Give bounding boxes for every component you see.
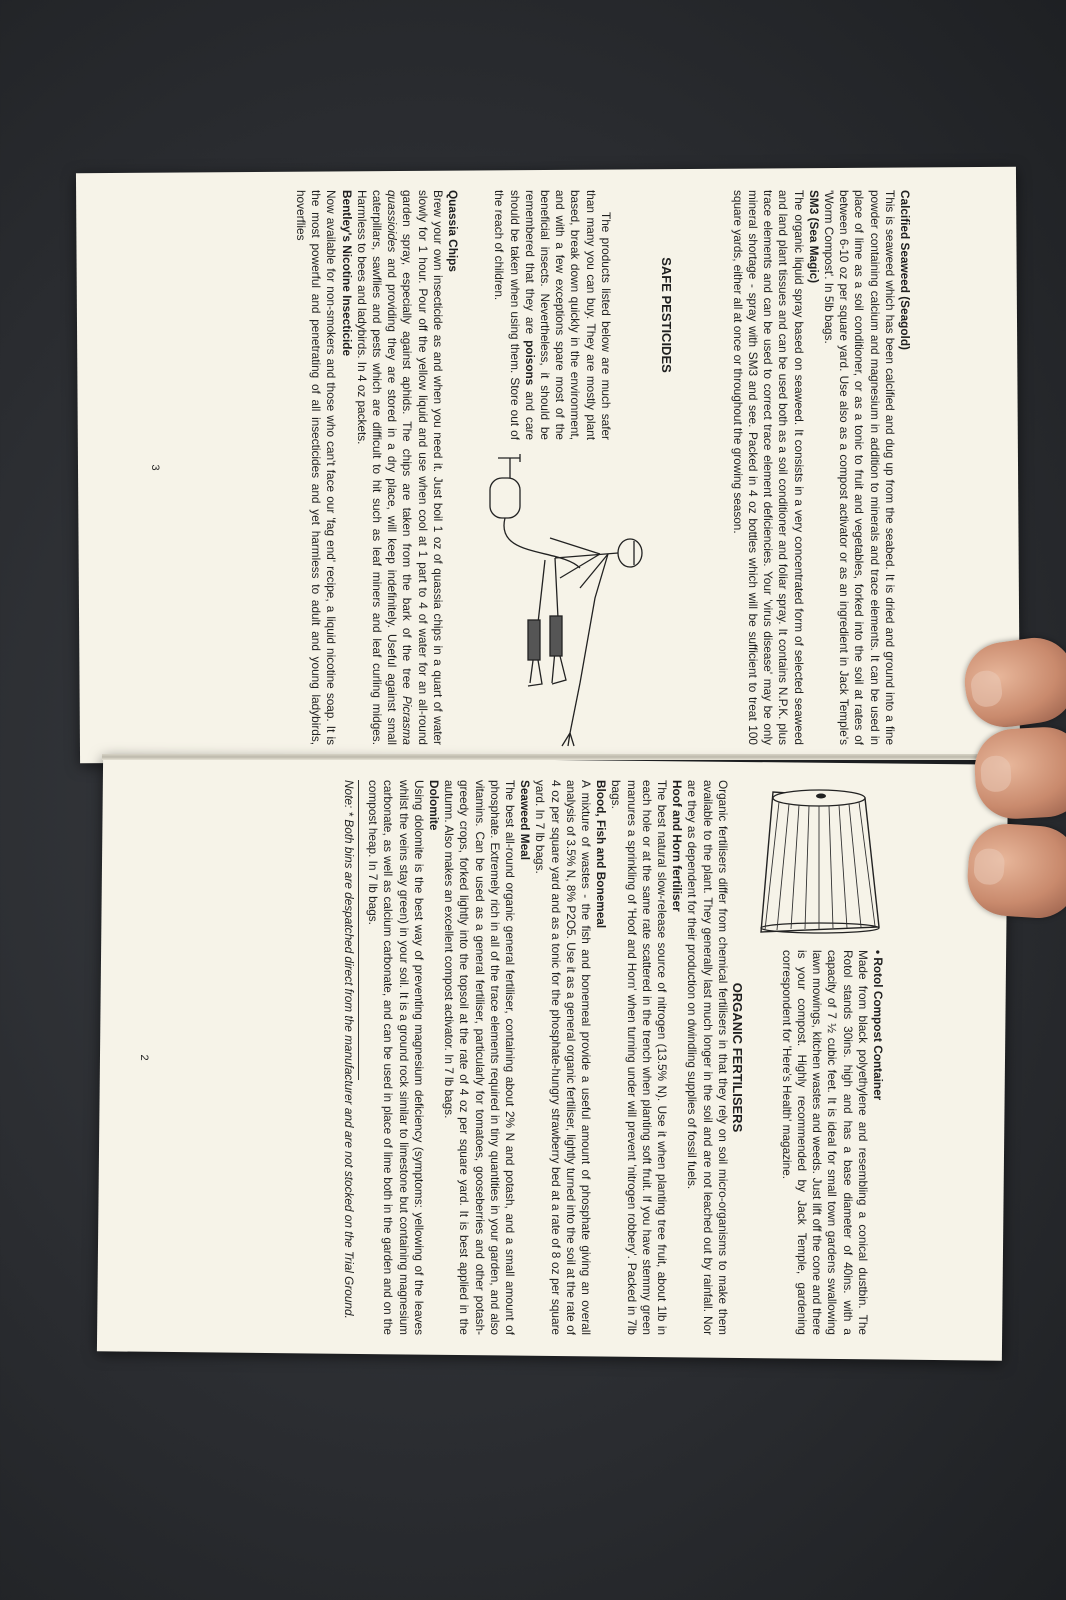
page-3 [132, 190, 912, 745]
blood-heading: Blood, Fish and Bonemeal [594, 780, 609, 929]
pesticides-section [464, 190, 674, 745]
quassia-heading: Quassia Chips [446, 190, 460, 272]
sm3-heading: SM3 (Sea Magic) [806, 190, 821, 284]
rotol-text [779, 950, 885, 1335]
hand-finger-3 [965, 821, 1066, 920]
booklet-fold [102, 754, 1002, 760]
note-divider [358, 780, 359, 1080]
page-number-2: 2 [138, 1054, 150, 1061]
page3-bottom-text [293, 190, 460, 745]
pesticides-body-bold: poisons [522, 340, 537, 386]
dolomite-body: Using dolomite is the best way of preventing magnesium deficiency (symptoms: yellowing of the leaves whilst the veins stay green) in your soil. It is a ground rock similar to limestone but containing magnesium carbonate, as well as calcium carbonate, and can be used in place of lime both in the garden and on the compost heap. In 7 lb bags. [366, 780, 426, 1335]
quassia-body [354, 190, 445, 745]
dolomite-heading: Dolomite [426, 780, 441, 831]
page3-top-text [730, 190, 912, 745]
pesticides-body-b: and care should be taken when using them. Store out of the reach of children. [492, 190, 537, 441]
hoof-body: The best natural slow-release source of nitrogen (13.5% N). Use it when planting tree fruit, about 1lb in each hole or at the same rate scattered in the trench when planting soft fruit. If you have stemmy green manures a sprinkling of 'Hoof and Horn' when turning under will prevent 'nitrogen robbery'. Packed in 7lb bags. [609, 780, 669, 1335]
organic-title: ORGANIC FERTILISERS [730, 982, 745, 1133]
seaweed-meal-heading: Seaweed Meal [518, 780, 533, 860]
pesticides-body-a: The products listed below are much safer than many you can buy. They are mostly plant based, break down quickly in the environment, and with a few exceptions spare most of the beneficial insects. Nevertheless, it should be remembered that they are [522, 190, 613, 440]
pesticides-title: SAFE PESTICIDES [659, 257, 674, 373]
seaweed-meal-body: The best all-round organic general fertiliser, containing about 2% N and potash, and a small amount of phosphate. Extremely rich in all of the trace elements required in tiny quantities in your garden, and also vitamins. Can be used as a general fertiliser, particularly for tomatoes, gooseberries and other potash-greedy crops, forked lightly into the topsoil at the rate of 4 oz per square yard. It is best applied in the autumn. Also makes an excellent compost activator. In 7 lb bags. [442, 780, 517, 1335]
quassia-body-b: and providing they are stored in a dry place, will keep indefinitely. Useful against small caterpillars, sawflies and pests which are difficult to hit such as leaf miners and leaf curling midges. Harmless to bees and ladybirds. In 4 oz packets. [354, 190, 400, 745]
hoof-heading: Hoof and Horn fertiliser [670, 780, 685, 912]
pesticides-text [491, 190, 674, 440]
rotol-heading: • Rotol Compost Container [871, 950, 885, 1101]
nicotine-body: Now available for non-smokers and those who can't face our 'fag end' recipe, a liquid nicotine soap. It is the most powerful and penetrating of all insecticides and yet harmless to adult and young ladybirds, hoverflies [293, 190, 339, 745]
compost-bin-illustration [755, 780, 885, 945]
quassia-body-a: Brew your own insecticide as and when you need it. Just boil 1 oz of quassia chips in a quart of water slowly for 1 hour. Pour off the yellow liquid and use when cool at 1 part to 4 of water for an all-round garden spray, especially against aphids. The chips are taken from the bark of the tree [400, 190, 445, 745]
organic-section [341, 780, 745, 1335]
page-2 [123, 780, 893, 1335]
pesticides-body [491, 190, 613, 440]
calcified-heading: Calcified Seaweed (Seagold) [898, 190, 912, 350]
calcified-body: This is seaweed which has been calcified and dug up from the seabed. It is dried and ground into a fine powder containing calcium and magnesium in addition to minerals and trace elements. It can be used in place of lime as a soil conditioner, or as a tonic to fruit and vegetables, forked into the soil at rates of between 6-10 oz per square yard. Use also as a compost activator or as an ingredient in Jack Temple's 'Worm Compost'. In 5lb bags. [821, 190, 897, 745]
quassia-latin-name: Picrasma quassioides [385, 190, 415, 745]
note-text: Note: * Both bins are despatched direct from the manufacturer and are not stocked on the Trial Ground. [341, 780, 356, 1319]
rotol-section [755, 780, 885, 1335]
gardener-spraying-illustration [465, 448, 670, 748]
page-number-3: 3 [149, 464, 161, 471]
hand-finger-2 [973, 725, 1066, 821]
sm3-body: The organic liquid spray based on seaweed. It consists in a very concentrated form of selected seaweed and land plant tissues and can be used both as a soil conditioner and foliar spray. It contains N.P.K. plus trace elements and can be used to correct trace element deficiencies. Your 'virus disease' may be only mineral shortage - spray with SM3 and see. Packed in 4 oz bottles which will be sufficient to treat 100 square yards, either all at once or throughout the growing season. [730, 190, 806, 745]
nicotine-heading: Bentley's Nicotine Insecticide [339, 190, 354, 357]
organic-intro: Organic fertilisers differ from chemical fertilisers in that they rely on soil micro-organisms to make them available to the plant. They generally last much longer in the soil and are not leached out by rainfall. Nor are they as dependent for their production on dwindling supplies of fossil fuels. [685, 780, 730, 1335]
rotol-body: Made from black polyethylene and resembling a conical dustbin. The Rotol stands 30ins. high and has a base diameter of 40ins. with a capacity of 7 ½ cubic feet. It is ideal for small town gardens swallowing lawn mowings, kitchen wastes and weeds. Just lift off the cone and there is your compost. Highly recommended by Jack Temple, gardening correspondent for 'Here's Health' magazine. [779, 950, 870, 1335]
blood-body: A mixture of wastes - the fish and bonemeal provide a useful amount of phosphate giving an overall analysis of 3.5% N, 8% P2O5. Use it as a general organic fertiliser, lightly turned into the soil at the rate of 4 oz per square yard and as a tonic for the phosphate-hungry strawberry bed at a rate of 8 oz per square yard. In 7 lb bags. [533, 780, 593, 1335]
